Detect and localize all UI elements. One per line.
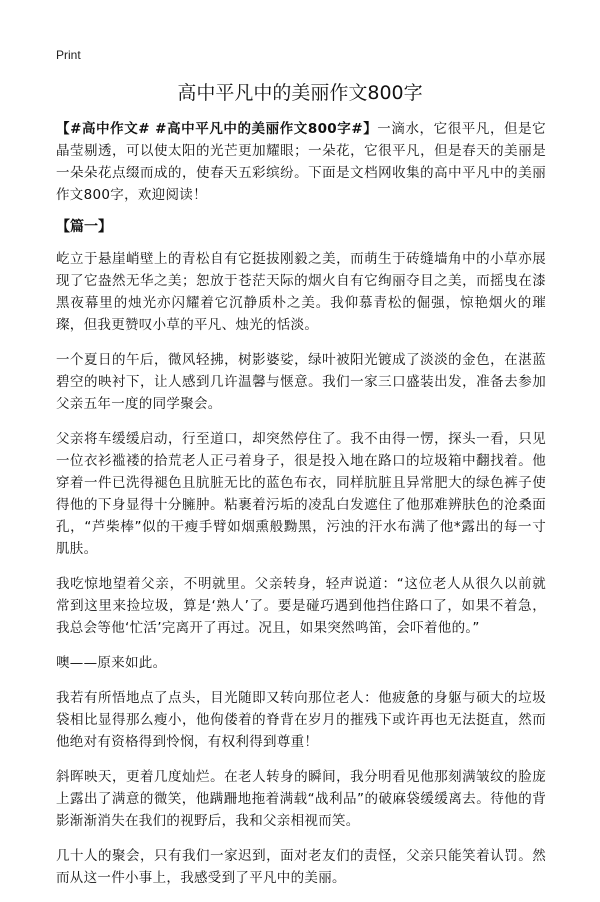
print-label: Print [56,48,81,62]
paragraph: 我吃惊地望着父亲，不明就里。父亲转身，轻声说道：“这位老人从很久以前就常到这里来捡垃圾，算是‘熟人’了。要是碰巧遇到他挡住路口了，如果不着急，我总会等他‘忙活’完离开了再过。况且，如果突然鸣笛，会吓着他的。” [56,576,546,636]
paragraph: 斜晖映天，更着几度灿烂。在老人转身的瞬间，我分明看见他那刻满皱纹的脸庞上露出了满意的微笑，他蹒跚地拖着满载“战利品”的破麻袋缓缓离去。待他的背影渐渐消失在我们的视野后，我和父亲相视而笑。 [56,769,546,829]
paragraph: 噢——原来如此。 [56,655,167,671]
section-heading: 【篇一】 [56,219,112,235]
intro-paragraph [56,118,546,206]
intro-tags: 【#高中作文# #高中平凡中的美丽作文800字#】 [56,121,378,137]
paragraph: 一个夏日的午后，微风轻拂，树影婆娑，绿叶被阳光镀成了淡淡的金色，在湛蓝碧空的映衬下，让人感到几许温馨与惬意。我们一家三口盛装出发，准备去参加父亲五年一度的同学聚会。 [56,352,546,412]
paragraph: 几十人的聚会，只有我们一家迟到，面对老友们的责怪，父亲只能笑着认罚。然而从这一件小事上，我感受到了平凡中的美丽。 [56,848,546,886]
paragraph: 我若有所悟地点了点头，目光随即又转向那位老人：他疲惫的身躯与硕大的垃圾袋相比显得那么瘦小，他佝偻着的脊背在岁月的摧残下或许再也无法挺直，然而他绝对有资格得到怜悯，有权利得到尊重！ [56,690,546,750]
document-body [56,118,546,902]
intro-text: 一滴水，它很平凡，但是它晶莹剔透，可以使太阳的光芒更加耀眼；一朵花，它很平凡，但是春天的美丽是一朵朵花点缀而成的，使春天五彩缤纷。下面是文档网收集的高中平凡中的美丽作文800字，欢迎阅读！ [56,121,546,203]
page-title: 高中平凡中的美丽作文800字 [177,82,423,104]
paragraph: 屹立于悬崖峭壁上的青松自有它挺拔刚毅之美，而萌生于砖缝墙角中的小草亦展现了它盎然无华之美；恕放于苍茫天际的烟火自有它绚丽夺目之美，而摇曳在漆黑夜幕里的烛光亦闪耀着它沉静质朴之美。我仰慕青松的倔强，惊艳烟火的璀璨，但我更赞叹小草的平凡、烛光的恬淡。 [56,251,546,333]
paragraph: 父亲将车缓缓启动，行至道口，却突然停住了。我不由得一愣，探头一看，只见一位衣衫褴褛的拾荒老人正弓着身子，很是投入地在路口的垃圾箱中翻找着。他穿着一件已洗得褪色且肮脏无比的蓝色布衣，同样肮脏且异常肥大的绿色裤子使得他的下身显得十分臃肿。粘裹着污垢的凌乱白发遮住了他那难辨肤色的沧桑面孔，“芦柴棒”似的干瘦手臂如烟熏般黝黑，污浊的汗水布满了他*露出的每一寸肌肤。 [56,431,546,557]
